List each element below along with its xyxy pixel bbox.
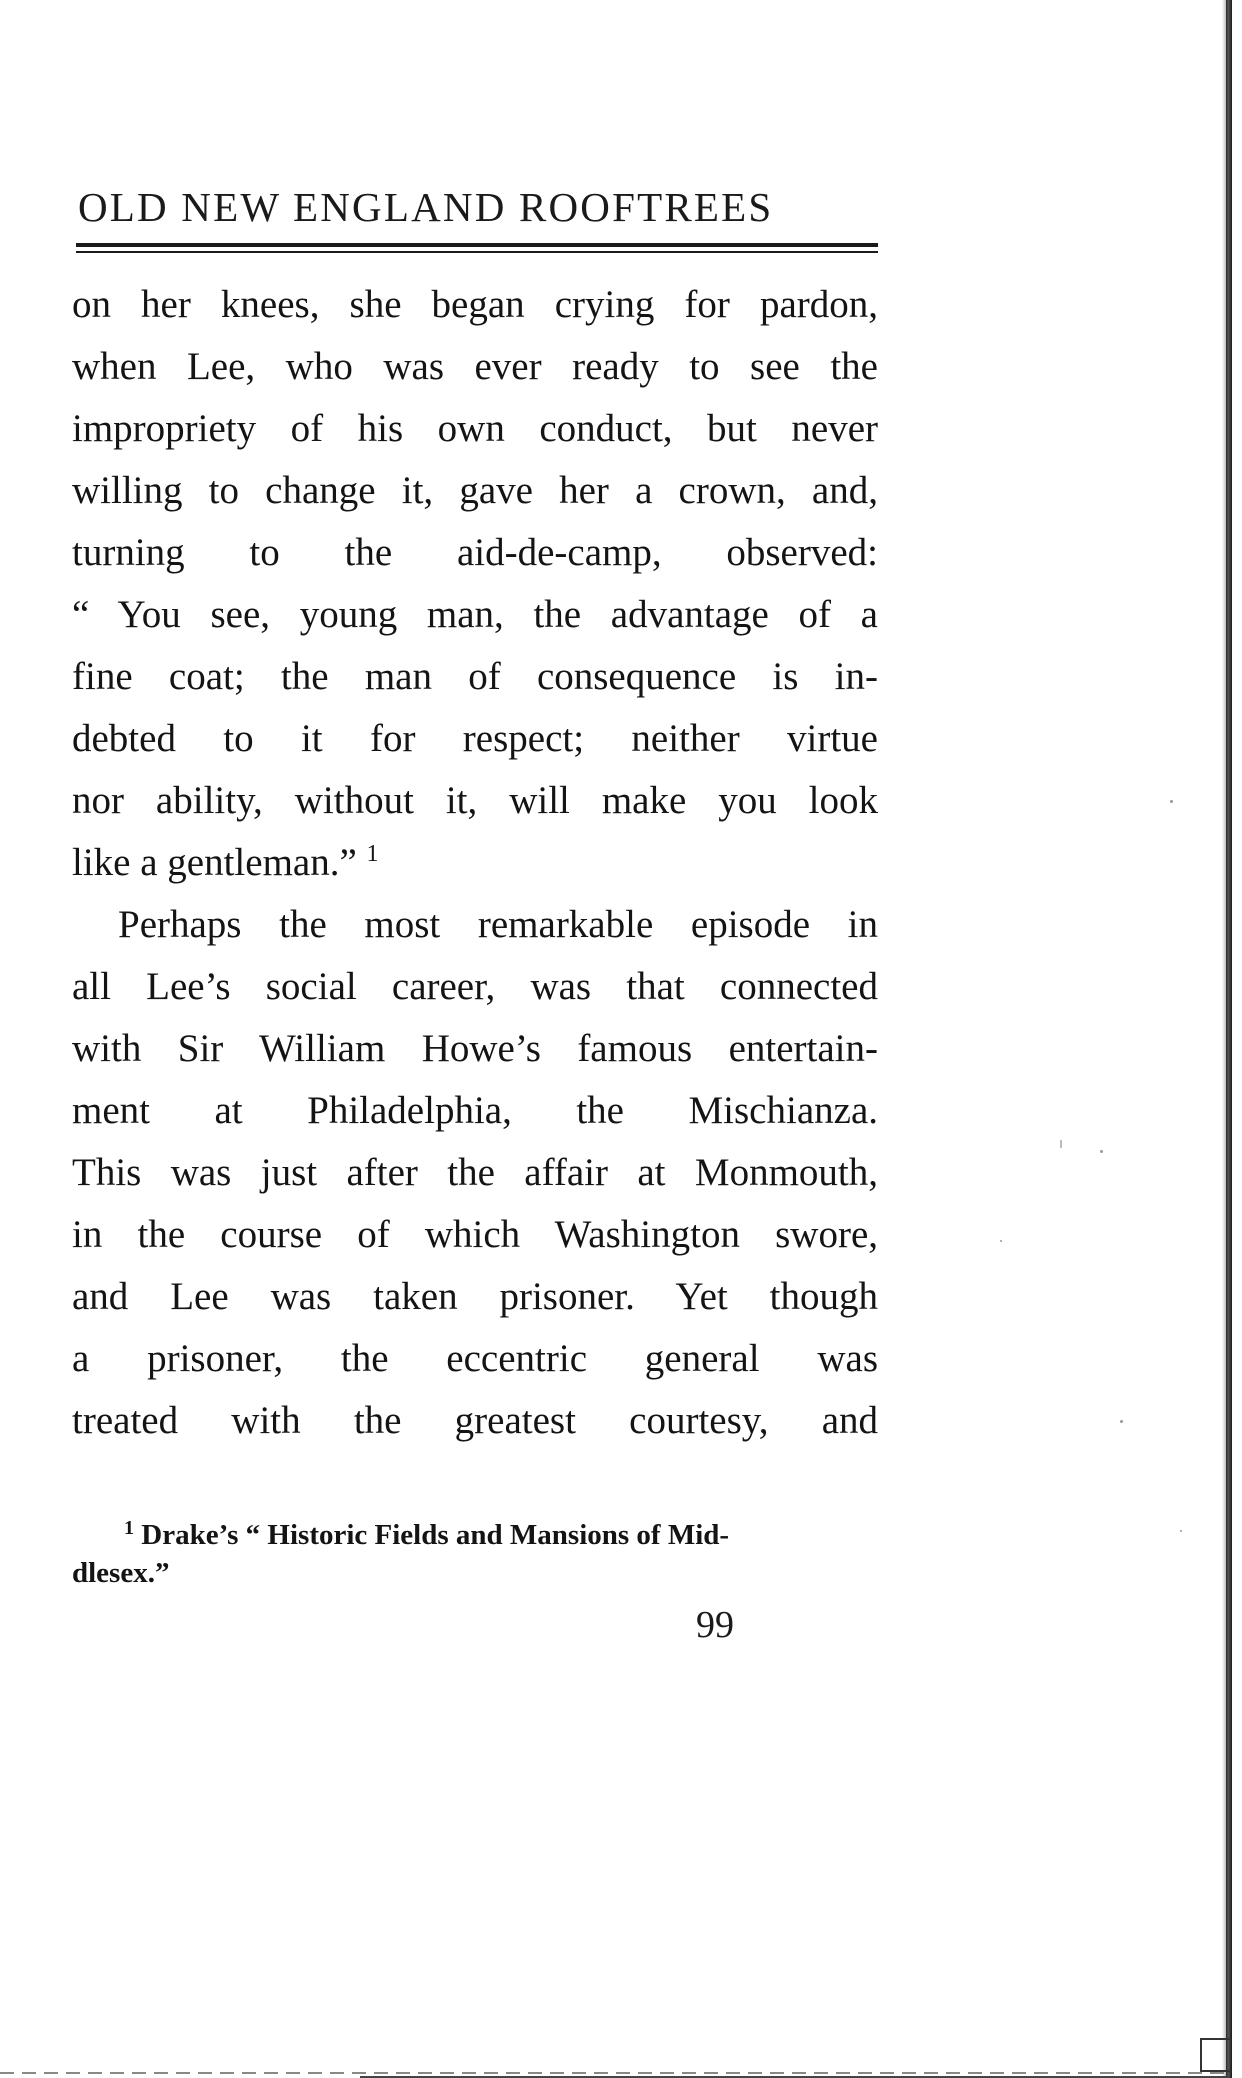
book-spine-edge bbox=[1226, 0, 1232, 2078]
scan-speck bbox=[1000, 1240, 1002, 1242]
text-line: on her knees, she began crying for pardon, bbox=[72, 283, 878, 326]
text-line: a prisoner, the eccentric general was bbox=[72, 1337, 878, 1380]
body-text bbox=[72, 274, 878, 1452]
bottom-page-edge bbox=[0, 2072, 1230, 2074]
page-number: 99 bbox=[696, 1604, 734, 1646]
scan-speck bbox=[1170, 800, 1173, 803]
scan-speck bbox=[1060, 1140, 1062, 1148]
footnote-reference: 1 bbox=[366, 841, 379, 867]
text-line: treated with the greatest courtesy, and bbox=[72, 1399, 878, 1442]
text-line: fine coat; the man of consequence is in- bbox=[72, 655, 878, 698]
scan-speck bbox=[1180, 1530, 1182, 1532]
text-line: and Lee was taken prisoner. Yet though bbox=[72, 1275, 878, 1318]
text-line: impropriety of his own conduct, but never bbox=[72, 407, 878, 450]
text-line-content: like a gentleman.” bbox=[72, 841, 357, 884]
header-rule-thin bbox=[76, 251, 878, 253]
footnote-marker: 1 bbox=[124, 1517, 134, 1539]
running-head: OLD NEW ENGLAND ROOFTREES bbox=[78, 184, 774, 230]
text-line: in the course of which Washington swore, bbox=[72, 1213, 878, 1256]
text-line-with-footnote bbox=[72, 832, 878, 894]
text-line: all Lee’s social career, was that connected bbox=[72, 965, 878, 1008]
page-corner-mark bbox=[1200, 2038, 1230, 2072]
scan-speck bbox=[1120, 1420, 1123, 1423]
footnote-line bbox=[72, 1516, 878, 1554]
text-line: ment at Philadelphia, the Mischianza. bbox=[72, 1089, 878, 1132]
text-line: when Lee, who was ever ready to see the bbox=[72, 345, 878, 388]
text-line: This was just after the affair at Monmouth, bbox=[72, 1151, 878, 1194]
text-line: with Sir William Howe’s famous entertain- bbox=[72, 1027, 878, 1070]
footnote-line: dlesex.” bbox=[72, 1557, 170, 1589]
footnote bbox=[72, 1516, 878, 1592]
text-line: turning to the aid-de-camp, observed: bbox=[72, 531, 878, 574]
text-line: nor ability, without it, will make you look bbox=[72, 779, 878, 822]
text-line: willing to change it, gave her a crown, and, bbox=[72, 469, 878, 512]
footnote-text: Drake’s “ Historic Fields and Mansions of Mid- bbox=[141, 1519, 730, 1551]
text-line: Perhaps the most remarkable episode in bbox=[118, 903, 878, 946]
text-line: debted to it for respect; neither virtue bbox=[72, 717, 878, 760]
header-rule-thick bbox=[76, 243, 878, 247]
scan-speck bbox=[1100, 1150, 1103, 1153]
text-line: “ You see, young man, the advantage of a bbox=[72, 593, 878, 636]
